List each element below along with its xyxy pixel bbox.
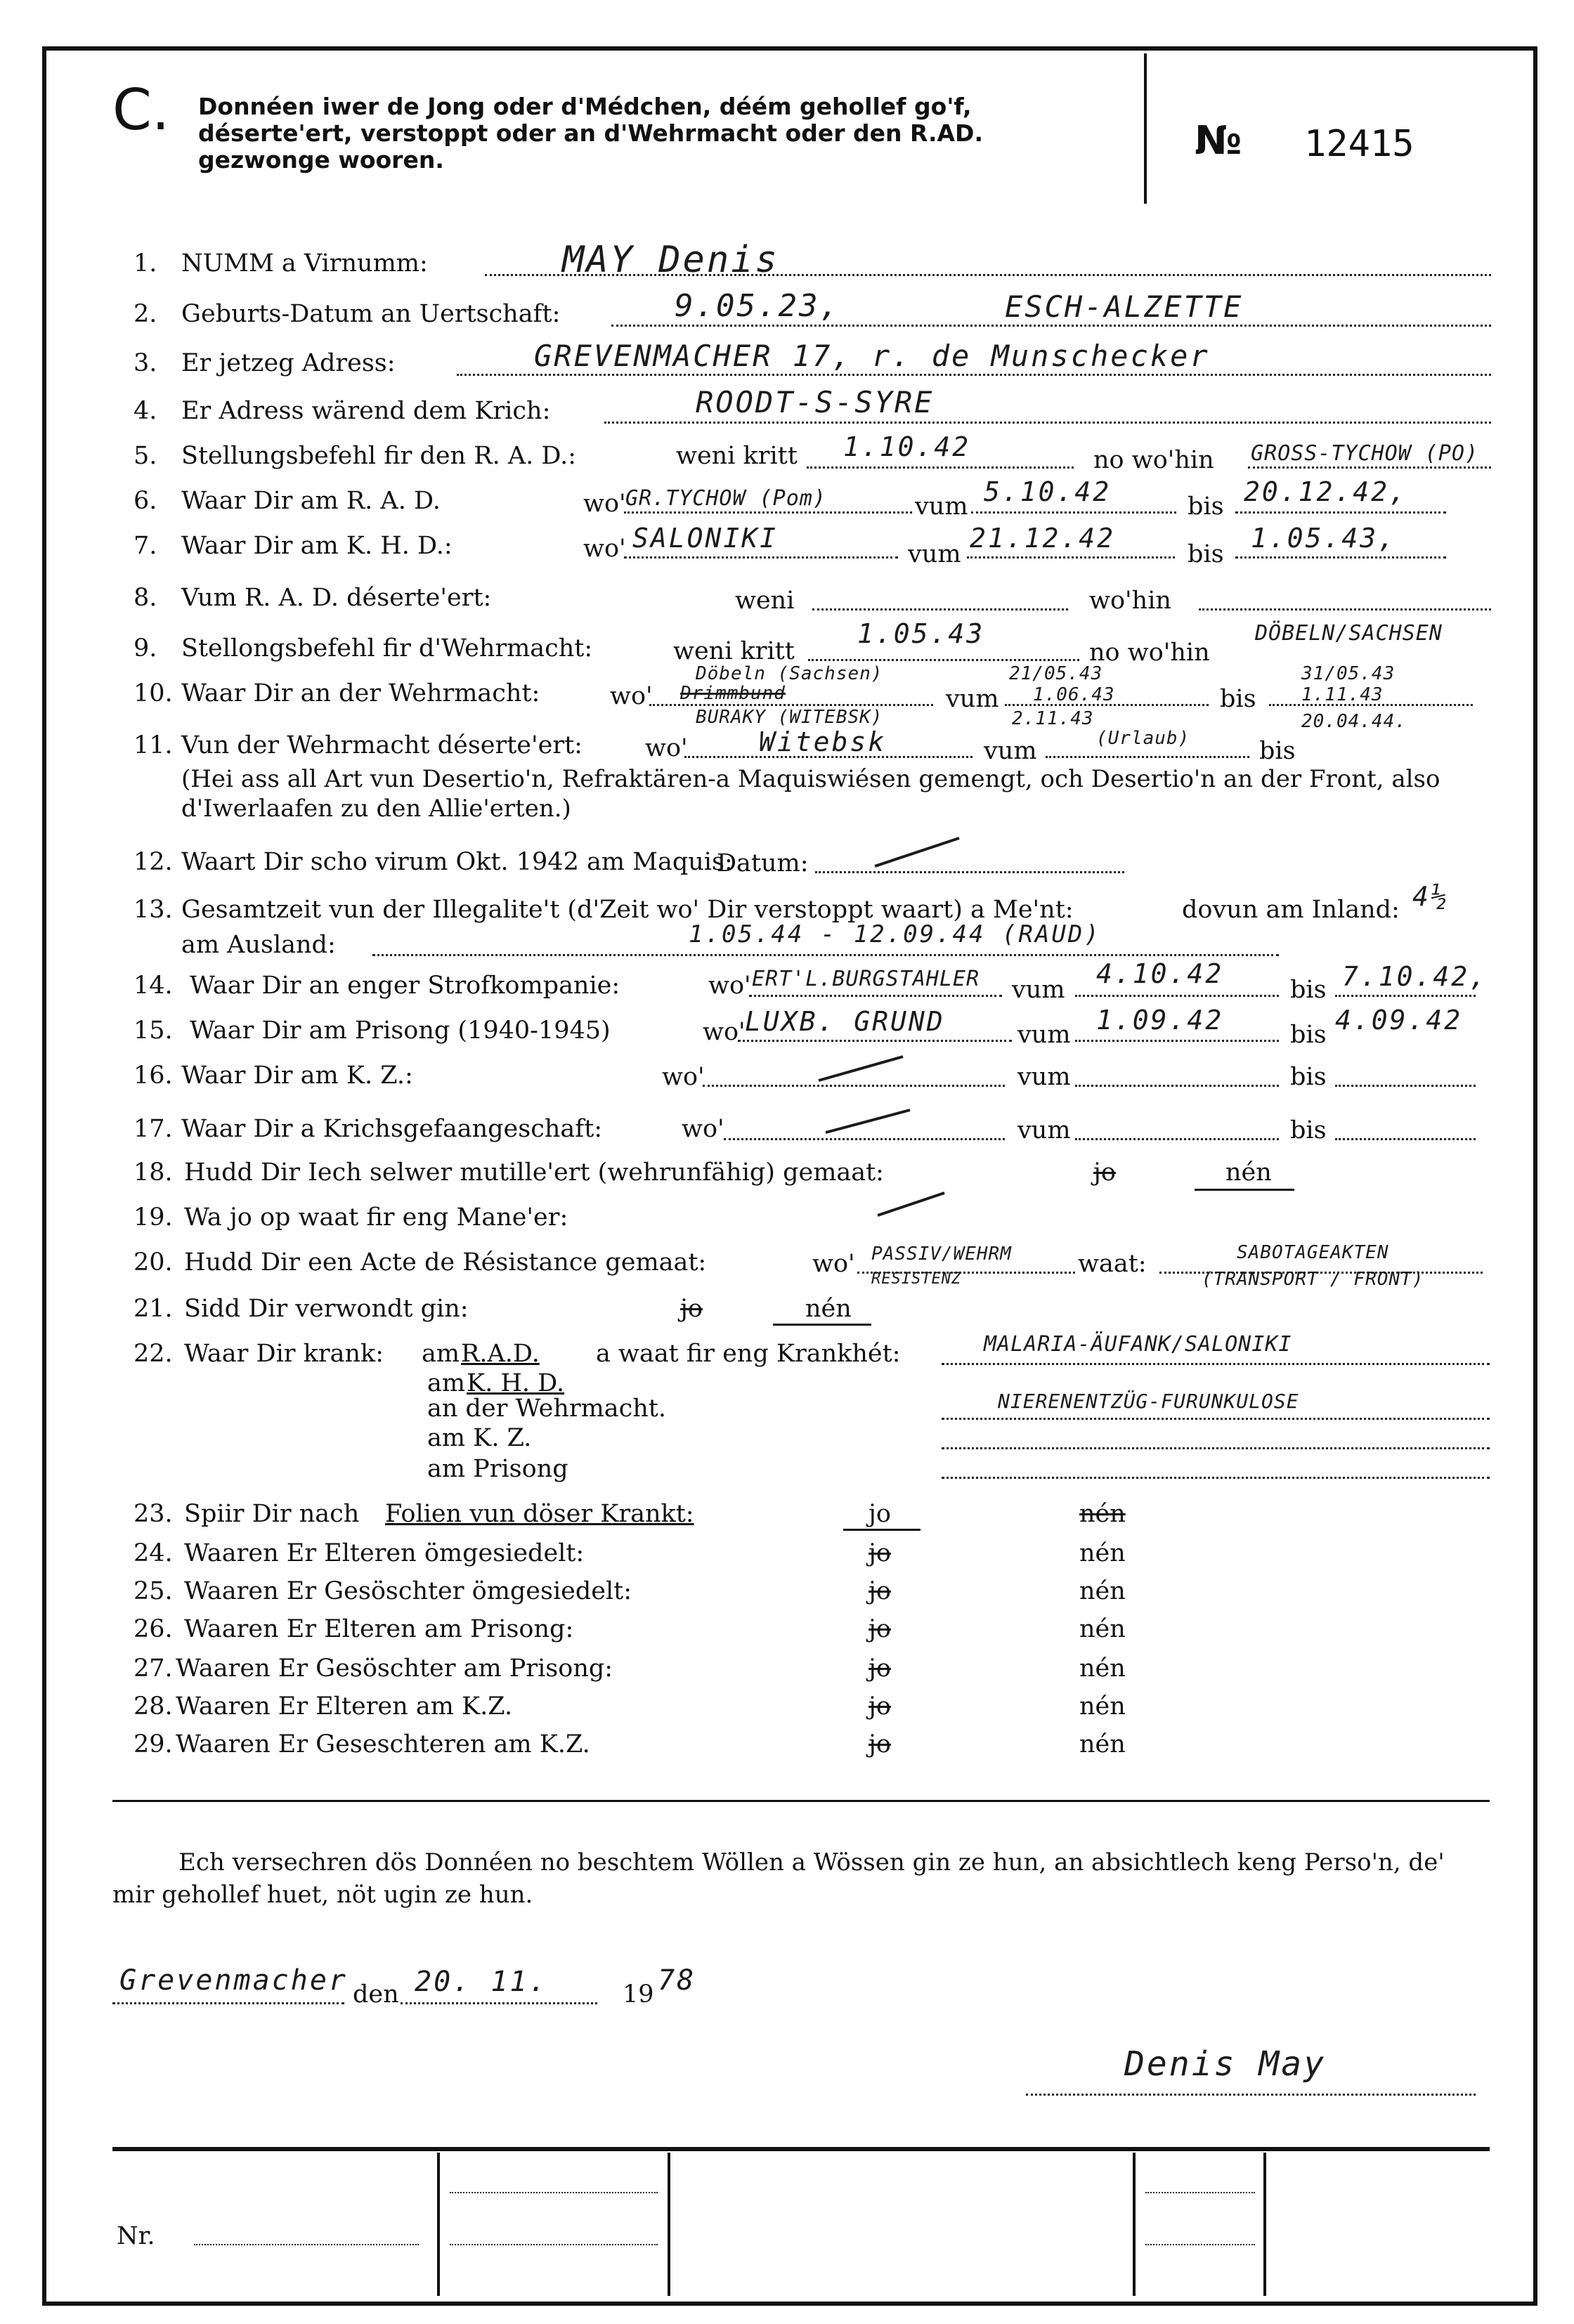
row-20-where-2: RESISTENZ	[871, 1270, 962, 1288]
row-22-kz: am K. Z.	[427, 1424, 532, 1452]
row-16-label: Waar Dir am K. Z.:	[181, 1062, 413, 1090]
row-17-wo: wo'	[682, 1115, 724, 1143]
row-25-number: 25.	[134, 1577, 173, 1605]
row-15-label: Waar Dir am Prisong (1940-1945)	[190, 1017, 611, 1045]
row-29-label: Waaren Er Geseschteren am K.Z.	[176, 1730, 590, 1758]
row-10-line-a	[649, 704, 933, 706]
row-26-jo: jo	[869, 1615, 891, 1643]
row-12-datum: Datum:	[717, 849, 809, 877]
row-2-label: Geburts-Datum an Uertschaft:	[181, 300, 561, 328]
row-14-number: 14.	[134, 972, 173, 1000]
row-22-illness-2: NIERENENTZÜG-FURUNKULOSE	[998, 1390, 1299, 1413]
row-15-number: 15.	[134, 1017, 173, 1045]
row-7-number: 7.	[134, 532, 157, 560]
row-16-number: 16.	[134, 1062, 173, 1090]
row-12-dash-mark	[871, 835, 963, 870]
row-17-bis: bis	[1290, 1116, 1327, 1144]
row-15-from: 1.09.42	[1096, 1005, 1224, 1036]
form-section-letter: C.	[112, 77, 170, 143]
row-10-place-2: Drimmbund	[680, 683, 786, 704]
row-22-am: am	[422, 1340, 460, 1368]
row-25-label: Waaren Er Gesöschter ömgesiedelt:	[184, 1577, 632, 1605]
row-6-place: GR.TYCHOW (Pom)	[625, 486, 826, 511]
row-18-nen: nén	[1225, 1158, 1272, 1187]
row-8-line-a	[812, 608, 1068, 611]
row-20-what-1: SABOTAGEAKTEN	[1237, 1242, 1389, 1263]
row-6-from: 5.10.42	[984, 476, 1112, 507]
row-13-number: 13.	[134, 896, 173, 924]
row-7-label: Waar Dir am K. H. D.:	[181, 532, 453, 560]
row-13-inland-months: 4½	[1412, 881, 1449, 912]
row-22-question: a waat fir eng Krankhét:	[596, 1340, 901, 1368]
row-22-line-d	[942, 1477, 1490, 1479]
row-23-label-prefix: Spiir Dir nach	[184, 1500, 360, 1528]
row-19-dash-mark	[874, 1186, 951, 1221]
row-26-nen: nén	[1079, 1615, 1126, 1643]
row-3-number: 3.	[134, 349, 157, 377]
row-20-where-1: PASSIV/WEHRM	[871, 1243, 1012, 1265]
row-6-line-a	[624, 511, 912, 514]
footer-nr-line	[194, 2244, 419, 2245]
row-14-vum: vum	[1012, 976, 1065, 1004]
row-27-label: Waaren Er Gesöschter am Prisong:	[176, 1654, 613, 1683]
footer-col-4	[1263, 2153, 1266, 2296]
row-15-line-b	[1075, 1040, 1279, 1042]
row-23-number: 23.	[134, 1500, 173, 1528]
row-11-from-2: (Urlaub)	[1096, 728, 1190, 749]
row-29-nen: nén	[1079, 1730, 1126, 1758]
row-13-label: Gesamtzeit vun der Illegalite't (d'Zeit wo' Dir verstoppt waart) a Me'nt:	[181, 896, 1074, 924]
row-15-line-a	[738, 1040, 1012, 1042]
row-9-nowohin: no wo'hin	[1089, 639, 1210, 667]
row-15-vum: vum	[1017, 1021, 1071, 1049]
row-9-label: Stellongsbefehl fir d'Wehrmacht:	[181, 634, 593, 662]
row-2-line	[611, 325, 1491, 327]
row-6-vum: vum	[915, 492, 968, 521]
footer-dots-1	[450, 2192, 658, 2193]
row-22-khd-am: am	[427, 1369, 466, 1397]
row-7-wo: wo'	[583, 535, 626, 563]
form-number: 12415	[1304, 123, 1414, 165]
row-10-vum: vum	[946, 685, 999, 713]
row-4-label: Er Adress wärend dem Krich:	[181, 397, 551, 425]
row-14-place: ERT'L.BURGSTAHLER	[752, 967, 980, 991]
row-12-label: Waart Dir scho virum Okt. 1942 am Maquis:	[181, 848, 733, 876]
row-18-underline	[1195, 1189, 1294, 1191]
row-10-to-2: 1.11.43	[1301, 684, 1384, 705]
row-10-to-1: 31/05.43	[1301, 663, 1396, 684]
row-5-number: 5.	[134, 442, 157, 470]
row-13-line	[372, 954, 1279, 956]
row-7-place: SALONIKI	[632, 523, 779, 554]
row-5-line-a	[807, 466, 1074, 469]
row-26-label: Waaren Er Elteren am Prisong:	[184, 1615, 574, 1643]
row-11-to: 20.04.44.	[1301, 711, 1407, 732]
row-14-label: Waar Dir an enger Strofkompanie:	[190, 972, 620, 1000]
row-1-name: MAY Denis	[562, 239, 779, 281]
row-17-line-c	[1335, 1138, 1476, 1140]
row-6-number: 6.	[134, 487, 157, 515]
row-13-abroad-period: 1.05.44 - 12.09.44 (RAUD)	[689, 920, 1101, 948]
row-3-line	[457, 374, 1491, 376]
row-5-label: Stellungsbefehl fir den R. A. D.:	[181, 442, 577, 470]
row-28-nen: nén	[1079, 1692, 1126, 1721]
row-4-number: 4.	[134, 397, 157, 425]
row-4-line	[604, 422, 1491, 424]
row-17-vum: vum	[1017, 1116, 1071, 1144]
row-28-jo: jo	[869, 1692, 891, 1721]
row-22-wehrmacht: an der Wehrmacht.	[427, 1395, 667, 1423]
row-6-wo: wo'	[583, 490, 626, 518]
row-28-number: 28.	[134, 1692, 173, 1721]
row-1-number: 1.	[134, 249, 157, 278]
row-13-dovun: dovun am Inland:	[1182, 896, 1400, 924]
row-11-note: (Hei ass all Art vun Desertio'n, Refraktären-a Maquiswiésen gemengt, och Desertio'n an der Front, also d'Iwerlaafen zu den Allie'erten.)	[181, 765, 1440, 823]
row-11-place-2: Witebsk	[759, 726, 887, 757]
row-7-line-c	[1235, 556, 1446, 559]
row-7-bis: bis	[1188, 540, 1224, 568]
row-3-address: GREVENMACHER 17, r. de Munschecker	[534, 339, 1210, 373]
row-8-label: Vum R. A. D. déserte'ert:	[181, 584, 492, 612]
row-11-label: Vun der Wehrmacht déserte'ert:	[181, 731, 583, 759]
row-10-bis: bis	[1220, 685, 1256, 713]
row-27-nen: nén	[1079, 1654, 1126, 1683]
header-divider	[1144, 53, 1147, 204]
row-16-vum: vum	[1017, 1063, 1071, 1091]
row-24-jo: jo	[869, 1539, 891, 1567]
row-10-number: 10.	[134, 679, 173, 707]
footer-top-rule	[112, 2147, 1490, 2151]
row-27-number: 27.	[134, 1654, 173, 1683]
row-8-line-b	[1199, 608, 1491, 611]
signature-year-prefix: 19	[623, 1980, 654, 2009]
row-22-line-c	[942, 1447, 1490, 1449]
place-line	[112, 2002, 344, 2004]
row-23-jo-underline	[843, 1529, 921, 1531]
row-11-from-1: 2.11.43	[1012, 708, 1094, 729]
row-5-nowohin: no wo'hin	[1093, 446, 1214, 474]
row-22-label: Waar Dir krank:	[184, 1340, 384, 1368]
row-14-bis: bis	[1290, 976, 1327, 1004]
date-line	[401, 2002, 597, 2004]
row-5-destination: GROSS-TYCHOW (PO)	[1251, 441, 1479, 466]
row-24-nen: nén	[1079, 1539, 1126, 1567]
footer-dots-4	[1145, 2244, 1255, 2245]
row-28-label: Waaren Er Elteren am K.Z.	[176, 1692, 513, 1721]
row-17-label: Waar Dir a Krichsgefaangeschaft:	[181, 1115, 603, 1143]
row-10-wo: wo'	[610, 682, 653, 710]
row-26-number: 26.	[134, 1615, 173, 1643]
row-8-wohin: wo'hin	[1089, 587, 1171, 615]
row-16-line-b	[1075, 1085, 1279, 1087]
row-24-number: 24.	[134, 1539, 173, 1567]
row-22-number: 22.	[134, 1340, 173, 1368]
row-11-number: 11.	[134, 731, 173, 759]
footer-dots-3	[1145, 2192, 1255, 2193]
footer-col-3	[1133, 2153, 1136, 2296]
row-15-to: 4.09.42	[1335, 1005, 1463, 1036]
row-16-bis: bis	[1290, 1063, 1327, 1091]
row-6-line-b	[971, 511, 1176, 514]
row-29-number: 29.	[134, 1730, 173, 1758]
row-11-wo: wo'	[645, 734, 688, 762]
row-6-bis: bis	[1188, 492, 1224, 521]
row-16-wo: wo'	[662, 1063, 705, 1091]
number-sign: №	[1195, 118, 1242, 164]
row-20-wo: wo'	[812, 1250, 855, 1278]
row-21-nen: nén	[805, 1295, 852, 1323]
row-3-label: Er jetzeg Adress:	[181, 349, 396, 377]
signature-year: 78	[658, 1964, 696, 1997]
row-7-line-b	[967, 556, 1175, 559]
row-20-label: Hudd Dir een Acte de Résistance gemaat:	[184, 1248, 707, 1277]
row-19-label: Wa jo op waat fir eng Mane'er:	[184, 1203, 568, 1232]
footer-dots-2	[450, 2244, 658, 2245]
row-8-weni: weni	[735, 587, 795, 615]
row-27-jo: jo	[869, 1654, 891, 1683]
row-25-jo: jo	[869, 1577, 891, 1605]
row-10-from-1: 21/05.43	[1009, 663, 1103, 684]
row-6-to: 20.12.42,	[1244, 476, 1407, 507]
row-10-place-1: Döbeln (Sachsen)	[696, 663, 883, 684]
row-2-number: 2.	[134, 300, 157, 328]
row-21-number: 21.	[134, 1295, 173, 1323]
row-22-line-b	[942, 1418, 1490, 1420]
row-17-number: 17.	[134, 1115, 173, 1143]
row-5-weni: weni kritt	[676, 442, 798, 470]
declaration-text: Ech versechren dös Donnéen no beschtem Wöllen a Wössen gin ze hun, an absichtlech keng Perso'n, de' mir gehollef huet, nöt ugin ze hun.	[112, 1848, 1445, 1909]
row-18-label: Hudd Dir Iech selwer mutille'ert (wehrunfähig) gemaat:	[184, 1158, 884, 1187]
row-5-date: 1.10.42	[843, 431, 971, 462]
row-7-to: 1.05.43,	[1251, 523, 1397, 554]
row-9-weni: weni kritt	[673, 637, 795, 665]
row-14-from: 4.10.42	[1096, 958, 1224, 989]
row-11-vum: vum	[984, 737, 1037, 765]
row-11-place-1: BURAKY (WITEBSK)	[696, 707, 883, 728]
signature-name: Denis May	[1124, 2044, 1327, 2084]
row-14-line-a	[749, 995, 1002, 997]
row-13-ausland: am Ausland:	[181, 931, 336, 959]
form-header-text: Donnéen iwer de Jong oder d'Médchen, déém gehollef go'f, déserte'ert, verstoppt oder an d'Wehrmacht oder den R.AD. gezwonge wooren.	[198, 93, 983, 174]
row-10-from-2: 1.06.43	[1033, 684, 1115, 705]
row-21-underline	[773, 1324, 871, 1326]
row-23-nen: nén	[1079, 1500, 1126, 1528]
row-23-jo: jo	[869, 1500, 891, 1528]
row-4-war-address: ROODT-S-SYRE	[696, 385, 935, 419]
row-9-date: 1.05.43	[857, 618, 985, 649]
row-9-number: 9.	[134, 634, 157, 662]
row-12-line	[815, 871, 1124, 873]
row-15-bis: bis	[1290, 1021, 1327, 1049]
row-6-line-c	[1235, 511, 1446, 514]
row-14-line-c	[1335, 995, 1476, 997]
row-22-prisong: am Prisong	[427, 1455, 568, 1483]
row-5-line-b	[1248, 466, 1491, 469]
row-11-line-b	[1046, 756, 1249, 758]
row-14-to: 7.10.42,	[1342, 961, 1488, 992]
row-25-nen: nén	[1079, 1577, 1126, 1605]
row-19-number: 19.	[134, 1203, 173, 1232]
row-7-line-a	[624, 556, 898, 559]
row-14-wo: wo'	[708, 972, 751, 1000]
row-22-illness-1: MALARIA-ÄUFANK/SALONIKI	[984, 1332, 1292, 1357]
signature-place: Grevenmacher	[119, 1964, 348, 1997]
row-20-what-2: (TRANSPORT / FRONT)	[1202, 1269, 1424, 1290]
row-10-label: Waar Dir an der Wehrmacht:	[181, 679, 540, 707]
row-20-number: 20.	[134, 1248, 173, 1277]
row-14-line-b	[1075, 995, 1279, 997]
row-18-jo: jo	[1093, 1158, 1116, 1187]
row-7-from: 21.12.42	[970, 523, 1116, 554]
row-15-place: LUXB. GRUND	[745, 1006, 945, 1037]
signature-date: 20. 11.	[415, 1966, 548, 1998]
row-21-jo: jo	[680, 1295, 703, 1323]
row-9-destination: DÖBELN/SACHSEN	[1255, 621, 1443, 646]
section-separator	[112, 1800, 1490, 1802]
signature-den: den	[353, 1980, 399, 2009]
row-24-label: Waaren Er Elteren ömgesiedelt:	[184, 1539, 585, 1567]
row-21-label: Sidd Dir verwondt gin:	[184, 1295, 469, 1323]
footer-col-2	[668, 2153, 670, 2296]
row-17-line-a	[724, 1138, 1005, 1140]
row-17-dash-mark	[822, 1103, 913, 1138]
row-15-wo: wo'	[703, 1018, 746, 1046]
row-17-line-b	[1075, 1138, 1279, 1140]
row-7-vum: vum	[908, 540, 961, 568]
row-9-line-a	[808, 659, 1079, 661]
row-22-line-a	[942, 1363, 1490, 1365]
row-20-waat: waat:	[1078, 1250, 1147, 1278]
row-29-jo: jo	[869, 1730, 891, 1758]
row-11-bis: bis	[1259, 737, 1296, 765]
row-12-number: 12.	[134, 848, 173, 876]
footer-nr-label: Nr.	[117, 2222, 155, 2250]
row-6-label: Waar Dir am R. A. D.	[181, 487, 441, 515]
footer-col-1	[437, 2153, 440, 2296]
row-2-birthplace: ESCH-ALZETTE	[1005, 289, 1244, 324]
row-16-dash-mark	[815, 1051, 906, 1086]
row-22-rad: R.A.D.	[461, 1340, 540, 1368]
row-1-label: NUMM a Virnumm:	[181, 249, 428, 278]
row-8-number: 8.	[134, 584, 157, 612]
row-2-birthdate: 9.05.23,	[675, 288, 840, 324]
row-23-label-underlined: Folien vun döser Krankt:	[385, 1500, 694, 1528]
row-18-number: 18.	[134, 1158, 173, 1187]
row-22-khd: K. H. D.	[467, 1369, 565, 1397]
signature-line	[1026, 2094, 1476, 2096]
row-16-line-c	[1335, 1085, 1476, 1087]
